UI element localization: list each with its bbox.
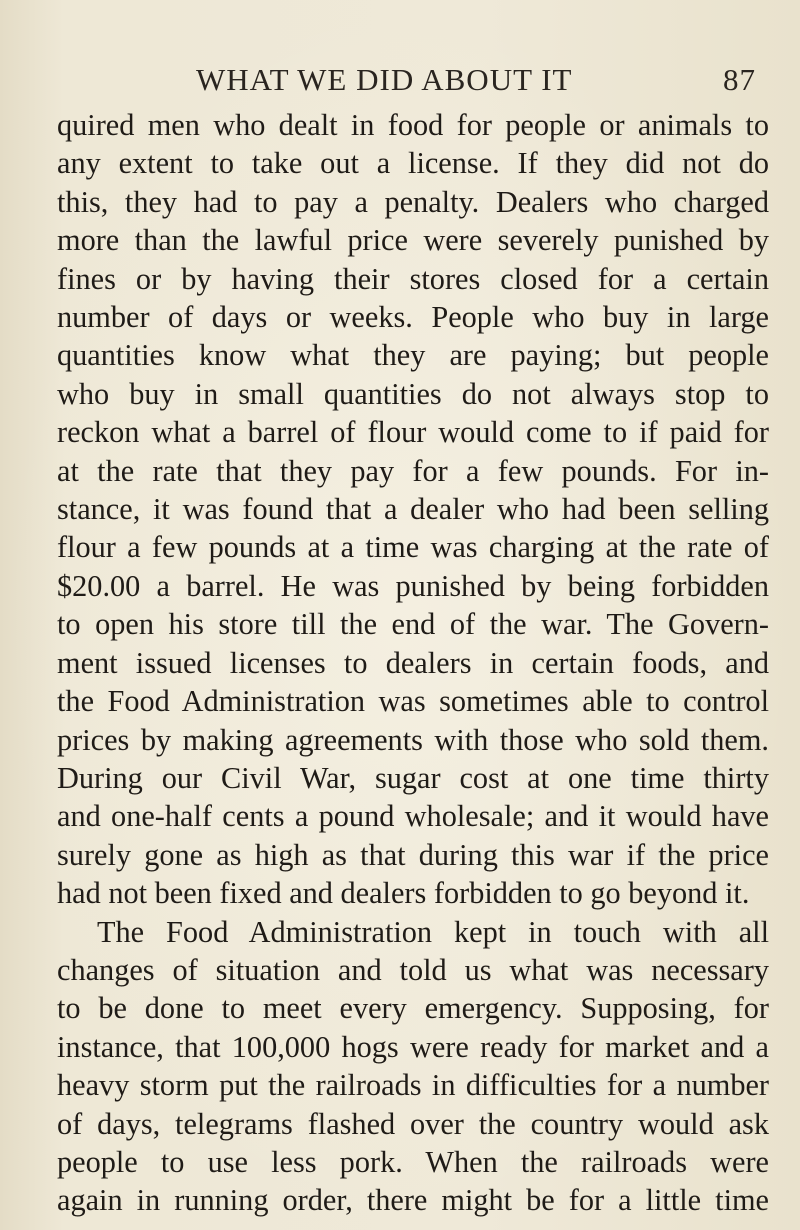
- text-line: quantities know what they are paying; but people: [57, 338, 769, 373]
- text-line: number of days or weeks. People who buy in large: [57, 300, 769, 335]
- text-line: more than the lawful price were severely punished by: [57, 223, 769, 258]
- text-line: had not been fixed and dealers forbidden to go beyond it.: [57, 876, 750, 911]
- text-line: instance, that 100,000 hogs were ready for market and a: [57, 1029, 769, 1064]
- text-line: any extent to take out a license. If they did not do: [57, 146, 769, 181]
- text-line: quired men who dealt in food for people or animals to: [57, 108, 769, 142]
- text-line: $20.00 a barrel. He was punished by being forbidden: [57, 568, 769, 603]
- text-line: the Food Administration was sometimes able to control: [57, 684, 769, 719]
- text-line: and one-half cents a pound wholesale; and it would have: [57, 799, 769, 834]
- text-line: of days, telegrams flashed over the country would ask: [57, 1106, 769, 1141]
- text-line: The Food Administration kept in touch with all: [97, 914, 769, 949]
- text-line: people to use less pork. When the railroads were: [57, 1144, 769, 1179]
- text-line: who buy in small quantities do not always stop to: [57, 376, 769, 411]
- text-line: heavy storm put the railroads in difficulties for a number: [57, 1068, 769, 1103]
- text-line: fines or by having their stores closed for a certain: [57, 261, 769, 296]
- text-line: to be done to meet every emergency. Supposing, for: [57, 991, 769, 1026]
- text-line: at the rate that they pay for a few pounds. For in-: [57, 453, 769, 488]
- text-line: reckon what a barrel of flour would come to if paid for: [57, 415, 769, 450]
- text-line: prices by making agreements with those who sold them.: [57, 722, 769, 757]
- text-line: During our Civil War, sugar cost at one time thirty: [57, 760, 769, 795]
- text-line: ment issued licenses to dealers in certain foods, and: [57, 645, 769, 680]
- running-title: WHAT WE DID ABOUT IT: [196, 62, 573, 97]
- text-line: flour a few pounds at a time was charging at the rate of: [57, 530, 769, 565]
- text-line: surely gone as high as that during this war if the price: [57, 837, 769, 872]
- page-number: 87: [723, 62, 756, 97]
- text-line: to open his store till the end of the war. The Govern-: [57, 607, 769, 642]
- body-text: [57, 106, 769, 1220]
- text-line: again in running order, there might be for a little time: [57, 1183, 769, 1218]
- text-line: changes of situation and told us what was necessary: [57, 952, 769, 987]
- text-line: stance, it was found that a dealer who had been selling: [57, 492, 769, 527]
- text-line: this, they had to pay a penalty. Dealers who charged: [57, 184, 769, 219]
- running-head: [196, 62, 756, 98]
